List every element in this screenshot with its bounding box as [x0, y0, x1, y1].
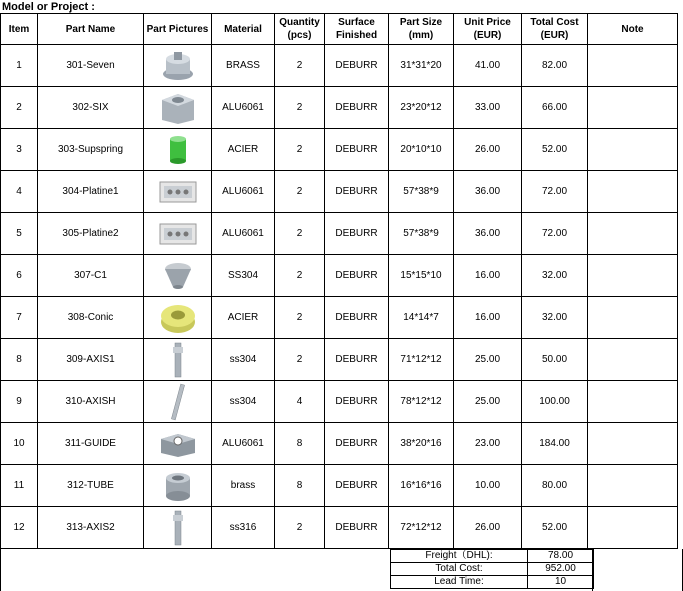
total-cost-row — [391, 563, 594, 576]
header-item: Item — [1, 14, 38, 45]
axis-part-icon — [144, 339, 211, 380]
surface-cell: DEBURR — [325, 381, 389, 423]
material-cell: SS304 — [212, 255, 275, 297]
surface-cell: DEBURR — [325, 129, 389, 171]
item-cell: 9 — [1, 381, 38, 423]
material-cell: ALU6061 — [212, 423, 275, 465]
unit-price-cell: 26.00 — [454, 507, 522, 549]
note-cell — [588, 465, 678, 507]
surface-cell: DEBURR — [325, 297, 389, 339]
note-cell — [588, 255, 678, 297]
part-picture-cell — [144, 423, 212, 465]
quantity-cell: 2 — [275, 45, 325, 87]
material-cell: brass — [212, 465, 275, 507]
unit-price-cell: 41.00 — [454, 45, 522, 87]
tube-part-icon — [144, 465, 211, 506]
material-cell: ss304 — [212, 339, 275, 381]
material-cell: ss316 — [212, 507, 275, 549]
item-cell: 5 — [1, 213, 38, 255]
quantity-cell: 2 — [275, 171, 325, 213]
surface-cell: DEBURR — [325, 339, 389, 381]
surface-cell: DEBURR — [325, 213, 389, 255]
table-row — [1, 339, 678, 381]
unit-price-cell: 25.00 — [454, 339, 522, 381]
quantity-cell: 2 — [275, 255, 325, 297]
item-cell: 7 — [1, 297, 38, 339]
part-picture-cell — [144, 339, 212, 381]
unit-price-cell: 10.00 — [454, 465, 522, 507]
table-row — [1, 297, 678, 339]
header-material: Material — [212, 14, 275, 45]
part-name-cell: 310-AXISH — [38, 381, 144, 423]
table-row — [1, 381, 678, 423]
item-cell: 10 — [1, 423, 38, 465]
surface-cell: DEBURR — [325, 423, 389, 465]
part-picture-cell — [144, 171, 212, 213]
item-cell: 8 — [1, 339, 38, 381]
note-cell — [588, 297, 678, 339]
header-part-name: Part Name — [38, 14, 144, 45]
block-part-icon — [144, 87, 211, 128]
part-picture-cell — [144, 465, 212, 507]
part-picture-cell — [144, 507, 212, 549]
note-cell — [588, 87, 678, 129]
part-name-cell: 302-SIX — [38, 87, 144, 129]
summary-table — [390, 549, 594, 589]
total-cost-cell: 52.00 — [522, 129, 588, 171]
lead-time-label: Lead Time: — [391, 576, 528, 589]
guide-part-icon — [144, 423, 211, 464]
table-row — [1, 213, 678, 255]
left-border-line — [0, 549, 1, 591]
note-cell — [588, 423, 678, 465]
quantity-cell: 8 — [275, 423, 325, 465]
part-size-cell: 16*16*16 — [389, 465, 454, 507]
part-size-cell: 78*12*12 — [389, 381, 454, 423]
total-cost-cell: 52.00 — [522, 507, 588, 549]
table-row — [1, 255, 678, 297]
item-cell: 12 — [1, 507, 38, 549]
part-name-cell: 301-Seven — [38, 45, 144, 87]
table-row — [1, 45, 678, 87]
part-size-cell: 31*31*20 — [389, 45, 454, 87]
material-cell: ss304 — [212, 381, 275, 423]
note-cell — [588, 507, 678, 549]
note-cell — [588, 171, 678, 213]
header-note: Note — [588, 14, 678, 45]
quantity-cell: 2 — [275, 129, 325, 171]
note-cell — [588, 129, 678, 171]
quantity-cell: 2 — [275, 87, 325, 129]
green-cylinder-part-icon — [144, 129, 211, 170]
part-picture-cell — [144, 129, 212, 171]
item-cell: 1 — [1, 45, 38, 87]
total-cost-cell: 32.00 — [522, 255, 588, 297]
note-cell — [588, 339, 678, 381]
surface-cell: DEBURR — [325, 171, 389, 213]
part-size-cell: 38*20*16 — [389, 423, 454, 465]
header-unit-price: Unit Price (EUR) — [454, 14, 522, 45]
yellow-ring-part-icon — [144, 297, 211, 338]
total-cost-cell: 72.00 — [522, 213, 588, 255]
surface-cell: DEBURR — [325, 45, 389, 87]
part-name-cell: 313-AXIS2 — [38, 507, 144, 549]
part-size-cell: 57*38*9 — [389, 171, 454, 213]
part-name-cell: 303-Supspring — [38, 129, 144, 171]
part-picture-cell — [144, 255, 212, 297]
header-quantity: Quantity (pcs) — [275, 14, 325, 45]
material-cell: ALU6061 — [212, 213, 275, 255]
quantity-cell: 2 — [275, 507, 325, 549]
header-part-size: Part Size (mm) — [389, 14, 454, 45]
note-cell — [588, 213, 678, 255]
table-row — [1, 507, 678, 549]
part-name-cell: 311-GUIDE — [38, 423, 144, 465]
surface-cell: DEBURR — [325, 465, 389, 507]
part-picture-cell — [144, 213, 212, 255]
part-size-cell: 20*10*10 — [389, 129, 454, 171]
part-name-cell: 312-TUBE — [38, 465, 144, 507]
quantity-cell: 2 — [275, 213, 325, 255]
part-size-cell: 72*12*12 — [389, 507, 454, 549]
lead-time-value: 10 — [528, 576, 594, 589]
plate-part-icon — [144, 171, 211, 212]
quantity-cell: 4 — [275, 381, 325, 423]
surface-cell: DEBURR — [325, 255, 389, 297]
part-size-cell: 15*15*10 — [389, 255, 454, 297]
unit-price-cell: 33.00 — [454, 87, 522, 129]
header-surface: Surface Finished — [325, 14, 389, 45]
part-size-cell: 71*12*12 — [389, 339, 454, 381]
total-cost-cell: 66.00 — [522, 87, 588, 129]
freight-label: Freight（DHL): — [391, 550, 528, 563]
table-row — [1, 465, 678, 507]
part-size-cell: 57*38*9 — [389, 213, 454, 255]
axis-part-icon — [144, 507, 211, 548]
total-cost-cell: 82.00 — [522, 45, 588, 87]
table-row — [1, 423, 678, 465]
part-name-cell: 308-Conic — [38, 297, 144, 339]
plate-part-icon — [144, 213, 211, 254]
part-picture-cell — [144, 87, 212, 129]
part-size-cell: 14*14*7 — [389, 297, 454, 339]
item-cell: 2 — [1, 87, 38, 129]
header-part-pictures: Part Pictures — [144, 14, 212, 45]
part-picture-cell — [144, 297, 212, 339]
item-cell: 6 — [1, 255, 38, 297]
header-total-cost: Total Cost (EUR) — [522, 14, 588, 45]
part-size-cell: 23*20*12 — [389, 87, 454, 129]
total-cost-cell: 32.00 — [522, 297, 588, 339]
part-picture-cell — [144, 381, 212, 423]
quantity-cell: 2 — [275, 339, 325, 381]
page-title: Model or Project : — [2, 1, 95, 13]
valve-part-icon — [144, 45, 211, 86]
unit-price-cell: 36.00 — [454, 171, 522, 213]
item-cell: 11 — [1, 465, 38, 507]
item-cell: 3 — [1, 129, 38, 171]
material-cell: BRASS — [212, 45, 275, 87]
unit-price-cell: 16.00 — [454, 297, 522, 339]
quantity-cell: 2 — [275, 297, 325, 339]
part-picture-cell — [144, 45, 212, 87]
total-cost-label: Total Cost: — [391, 563, 528, 576]
surface-cell: DEBURR — [325, 507, 389, 549]
cone-part-icon — [144, 255, 211, 296]
total-cost-cell: 72.00 — [522, 171, 588, 213]
part-name-cell: 307-C1 — [38, 255, 144, 297]
item-cell: 4 — [1, 171, 38, 213]
total-cost-value: 952.00 — [528, 563, 594, 576]
total-cost-cell: 80.00 — [522, 465, 588, 507]
unit-price-cell: 26.00 — [454, 129, 522, 171]
note-cell — [588, 45, 678, 87]
lead-time-row — [391, 576, 594, 589]
unit-price-cell: 36.00 — [454, 213, 522, 255]
part-name-cell: 309-AXIS1 — [38, 339, 144, 381]
table-row — [1, 171, 678, 213]
total-cost-cell: 50.00 — [522, 339, 588, 381]
freight-row — [391, 550, 594, 563]
parts-table — [0, 13, 678, 549]
table-row — [1, 129, 678, 171]
freight-value: 78.00 — [528, 550, 594, 563]
material-cell: ACIER — [212, 129, 275, 171]
total-cost-cell: 184.00 — [522, 423, 588, 465]
part-name-cell: 305-Platine2 — [38, 213, 144, 255]
table-header-row — [1, 14, 678, 45]
material-cell: ALU6061 — [212, 171, 275, 213]
unit-price-cell: 16.00 — [454, 255, 522, 297]
material-cell: ALU6061 — [212, 87, 275, 129]
note-cell — [588, 381, 678, 423]
unit-price-cell: 25.00 — [454, 381, 522, 423]
table-row — [1, 87, 678, 129]
quantity-cell: 8 — [275, 465, 325, 507]
thin-axis-part-icon — [144, 381, 211, 422]
material-cell: ACIER — [212, 297, 275, 339]
surface-cell: DEBURR — [325, 87, 389, 129]
part-name-cell: 304-Platine1 — [38, 171, 144, 213]
total-cost-cell: 100.00 — [522, 381, 588, 423]
unit-price-cell: 23.00 — [454, 423, 522, 465]
